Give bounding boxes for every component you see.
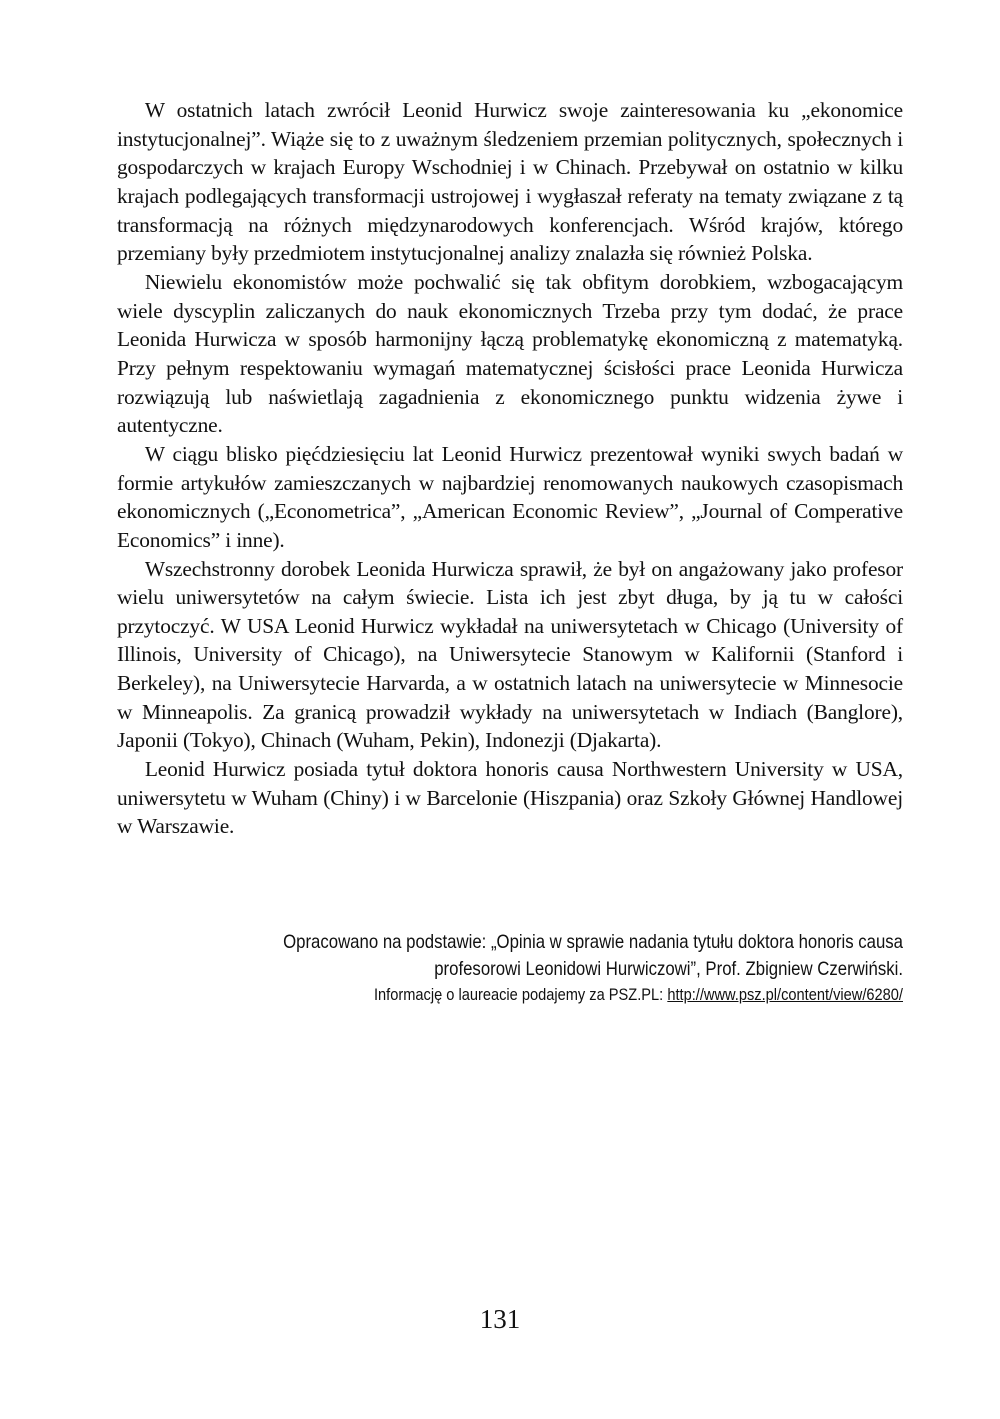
paragraph-achievements: Niewielu ekonomistów może pochwalić się tak obfitym dorobkiem, wzbogacającym wiele dyscyplin zaliczanych do nauk ekonomicznych Trzeba przy tym dodać, że prace Leonida Hurwicza w sposób harmonijny łączą problematykę ekonomiczną z matematyką. Przy pełnym respektowaniu wymagań matematycznej ścisłości prace Leonida Hurwicza rozwiązują lub naświetlają zagadnienia z ekonomicznego punktu widzenia żywe i autentyczne. <box>117 269 903 438</box>
page-number: 131 <box>479 1304 521 1334</box>
paragraph-universities: Wszechstronny dorobek Leonida Hurwicza sprawił, że był on angażowany jako profesor wielu uniwersytetów na całym świecie. Lista ich jest zbyt długa, by ją tu w całości przytoczyć. W USA Leonid Hurwicz wykładał na uniwersytetach w Chicago (University of Illinois, University of Chicago), na Uniwersytecie Stanowym w Kalifornii (Stanford i Berkeley), na Uniwersytecie Harvarda, a w ostatnich latach na uniwersytecie w Minnesocie w Minneapolis. Za granicą prowadził wykłady na uniwersytetach w Indiach (Banglore), Japonii (Tokyo), Chinach (Wuham, Pekin), Indonezji (Djakarta). <box>117 556 903 753</box>
source-link[interactable]: http://www.psz.pl/content/view/6280/ <box>667 985 903 1004</box>
source-prefix: Informację o laureacie podajemy za PSZ.PL: <box>373 985 668 1004</box>
paragraph-honorary-doctorates: Leonid Hurwicz posiada tytuł doktora honoris causa Northwestern University w USA, uniwersytetu w Wuham (Chiny) i w Barcelonie (Hiszpania) oraz Szkoły Głównej Handlowej w Warszawie. <box>117 757 903 839</box>
body-text <box>117 96 903 841</box>
paragraph-publications: W ciągu blisko pięćdziesięciu lat Leonid Hurwicz prezentował wyniki swych badań w formie artykułów zamieszczanych w najbardziej renomowanych naukowych czasopismach ekonomicznych („Econometrica”, „American Economic Review”, „Journal of Comperative Economics” i inne). <box>117 441 903 552</box>
source-line-1: Opracowano na podstawie: „Opinia w sprawie nadania tytułu doktora honoris causa <box>283 931 903 953</box>
paragraph-institutional-economics: W ostatnich latach zwrócił Leonid Hurwicz swoje zainteresowania ku „ekonomice instytucjonalnej”. Wiąże się to z uważnym śledzeniem przemian politycznych, społecznych i gospodarczych w krajach Europy Wschodniej i w Chinach. Przebywał on ostatnio w kilku krajach podlegających transformacji ustrojowej i wygłaszał referaty na tematy związane z tą transformacją na różnych międzynarodowych konferencjach. Wśród krajów, którego przemiany były przedmiotem instytucjonalnej analizy znalazła się również Polska. <box>117 98 903 266</box>
source-line-2: profesorowi Leonidowi Hurwiczowi”, Prof. Zbigniew Czerwiński. <box>434 958 903 980</box>
source-note <box>140 929 903 1007</box>
source-line-3 <box>247 983 903 1007</box>
